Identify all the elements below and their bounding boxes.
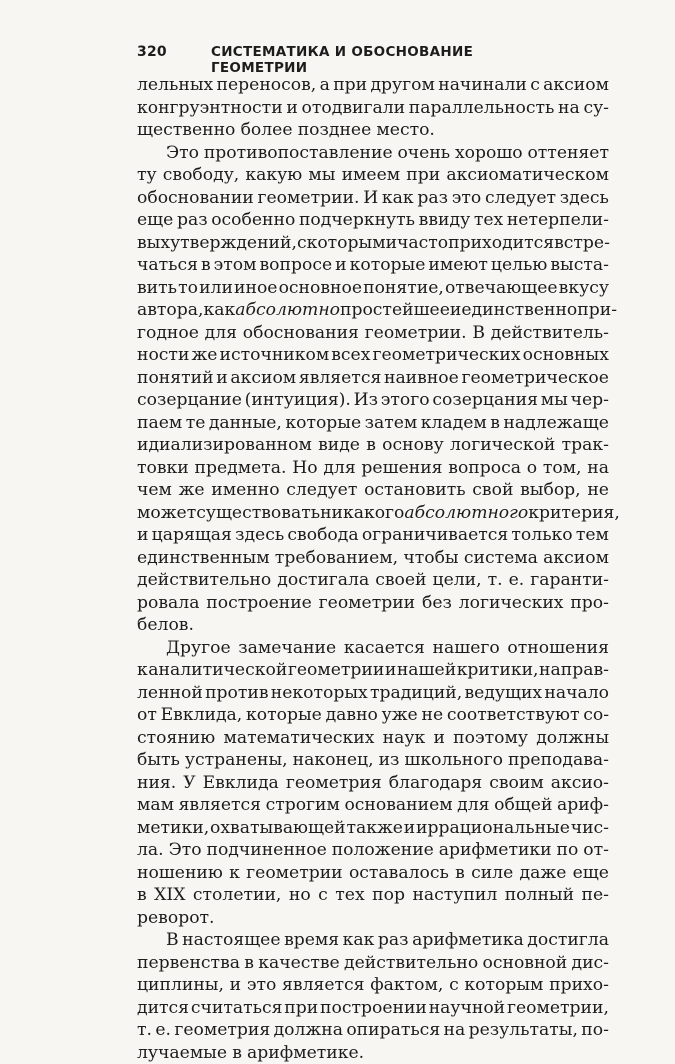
text-line: стоянию математических наук и поэтому должны bbox=[137, 727, 609, 750]
text-line: ния. У Евклида геометрия благодаря своим аксио- bbox=[137, 772, 609, 795]
text-line: первенства в качестве действительно основной дис- bbox=[137, 952, 609, 975]
text-line: действительно достигала своей цели, т. е. гаранти- bbox=[137, 569, 609, 592]
text-line: в XIX столетии, но с тех пор наступил полный пе- bbox=[137, 884, 609, 907]
text-line: ности же источником всех геометрических основных bbox=[137, 344, 609, 367]
text-line: мам является строгим основанием для общей ариф- bbox=[137, 794, 609, 817]
text-line: белов. bbox=[137, 614, 609, 637]
page-number: 320 bbox=[137, 44, 167, 60]
text-line: от Евклида, которые давно уже не соответствуют со- bbox=[137, 704, 609, 727]
text-line: ровала построение геометрии без логических про- bbox=[137, 592, 609, 615]
running-title: СИСТЕМАТИКА И ОБОСНОВАНИЕ ГЕОМЕТРИИ bbox=[211, 44, 547, 76]
text-line: ту свободу, какую мы имеем при аксиоматическом bbox=[137, 164, 609, 187]
text-line: конгруэнтности и отодвигали параллельность на су- bbox=[137, 97, 609, 120]
text-line: вых утверждений, с которыми часто приходится встре- bbox=[137, 232, 609, 255]
text-line: вить то или иное основное понятие, отвечающее вкусу bbox=[137, 277, 609, 300]
text-line: быть устранены, наконец, из школьного преподава- bbox=[137, 749, 609, 772]
text-line: единственным требованием, чтобы система аксиом bbox=[137, 547, 609, 570]
text-line: ношению к геометрии оставалось в силе даже еще bbox=[137, 862, 609, 885]
text-line: созерцание (интуиция). Из этого созерцания мы чер- bbox=[137, 389, 609, 412]
text-line: ленной против некоторых традиций, ведущих начало bbox=[137, 682, 609, 705]
text-line: еще раз особенно подчеркнуть ввиду тех нетерпели- bbox=[137, 209, 609, 232]
text-line: Это противопоставление очень хорошо оттеняет bbox=[137, 142, 609, 165]
text-line: метики, охватывающей также и иррациональные чис- bbox=[137, 817, 609, 840]
text-line: автора, как абсолютно простейшее и единственно при- bbox=[137, 299, 609, 322]
text-line: щественно более позднее место. bbox=[137, 119, 609, 142]
text-line: может существовать никакого абсолютного критерия, bbox=[137, 502, 609, 525]
text-line: понятий и аксиом является наивное геометрическое bbox=[137, 367, 609, 390]
text-line: годное для обоснования геометрии. В действитель- bbox=[137, 322, 609, 345]
text-line: идиализированном виде в основу логической трак- bbox=[137, 434, 609, 457]
text-line: паем те данные, которые затем кладем в надлежаще bbox=[137, 412, 609, 435]
text-line: ла. Это подчиненное положение арифметики по от- bbox=[137, 839, 609, 862]
body-text bbox=[137, 74, 609, 1064]
text-line: и царящая здесь свобода ограничивается только тем bbox=[137, 524, 609, 547]
text-line: к аналитической геометрии и нашей критики, направ- bbox=[137, 659, 609, 682]
page-header bbox=[137, 44, 547, 66]
text-line: В настоящее время как раз арифметика достигла bbox=[137, 929, 609, 952]
text-line: лельных переносов, а при другом начинали с аксиом bbox=[137, 74, 609, 97]
text-line: лучаемые в арифметике. bbox=[137, 1042, 609, 1064]
text-line: товки предмета. Но для решения вопроса о том, на bbox=[137, 457, 609, 480]
text-line: циплины, и это является фактом, с которым прихо- bbox=[137, 974, 609, 997]
text-line: реворот. bbox=[137, 907, 609, 930]
text-line: т. е. геометрия должна опираться на результаты, по- bbox=[137, 1019, 609, 1042]
text-line: чем же именно следует остановить свой выбор, не bbox=[137, 479, 609, 502]
text-line: чаться в этом вопросе и которые имеют целью выста- bbox=[137, 254, 609, 277]
text-line: дится считаться при построении научной геометрии, bbox=[137, 997, 609, 1020]
text-line: Другое замечание касается нашего отношения bbox=[137, 637, 609, 660]
text-line: обосновании геометрии. И как раз это следует здесь bbox=[137, 187, 609, 210]
